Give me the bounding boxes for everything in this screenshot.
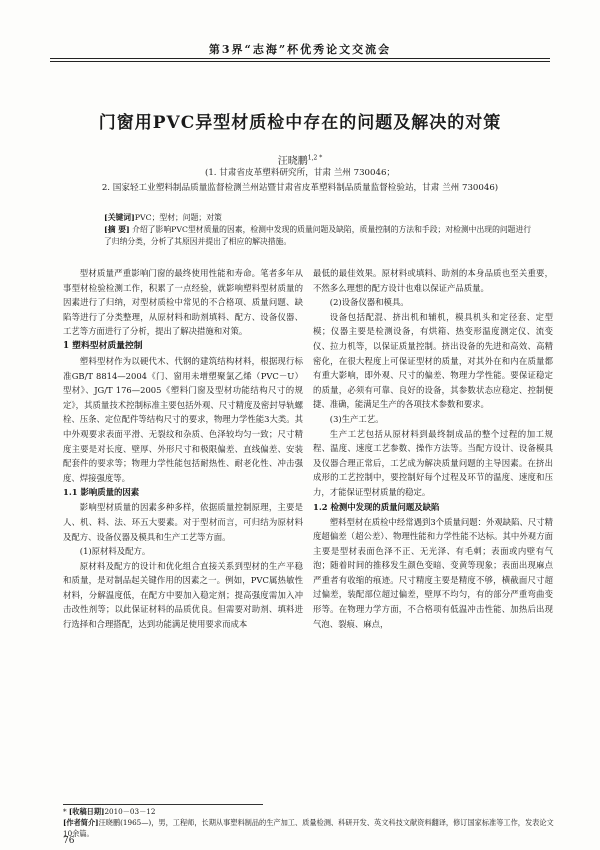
author-bio-label: [作者简介] <box>63 818 99 827</box>
header-rule-thick <box>50 58 550 59</box>
body-column-right <box>313 266 553 631</box>
received-label: [收稿日期] <box>68 807 105 816</box>
received-date: * [收稿日期]2010－03－12 <box>63 807 156 816</box>
body-column-left <box>63 266 303 632</box>
body-paragraph: 生产工艺包括从原材料到最终制成品的整个过程的加工规程、温度、速度工艺参数、操作方法等。当配方设计、设备模具及仪器合理正常后，工艺成为解决质量问题的主导因素。在挤出成形的工艺控制中，要控制好每个过程及环节的温度、速度和压力，才能保证型材质量的稳定。 <box>313 428 553 497</box>
body-paragraph: 最低的最佳效果。原材料或填料、助剂的本身品质也至关重要，不然多么理想的配方设计也难以保证产品质量。 <box>313 268 553 293</box>
keywords-text: PVC；型材；问题；对策 <box>134 213 222 222</box>
keywords-label: [关键词] <box>104 213 135 222</box>
article-title: 门窗用PVC异型材质检中存在的问题及解决的对策 <box>98 113 502 133</box>
received-value: 2010－03－12 <box>104 807 156 816</box>
abstract-label: [摘 要] <box>104 225 130 234</box>
footnote-rule <box>63 804 263 805</box>
affiliation-1: (1. 甘肃省皮革塑料研究所，甘肃 兰州 730046； <box>204 168 396 178</box>
body-paragraph: 原材料及配方的设计和优化组合直接关系到型材的生产平稳和质量，是对制品起关键作用的因素之一。例如，PVC属热敏性材料，分解温度低，在配方中要加入稳定剂；提高强度需加入冲击改性剂等；以此保证材料的品质优良。但需要对助剂、填料进行选择和合理搭配，达到功能满足使用要求而成本 <box>63 560 303 630</box>
body-paragraph: 塑料型材作为以硬代木、代钢的建筑结构材料，根据现行标准GB/T 8814—2004《门、窗用未增塑聚氯乙烯（PVC－U）型材》、JG/T 176—2005《塑料门窗及型材功能结构尺寸的规定》，其质量技术控制标准主要包括外观、尺寸精度及密封导轨螺栓、压条、定位配件等结构尺寸的要求，物理力学性能3大类。其中外观要求表面平滑、无裂纹和杂质、色泽较均匀一致；尺寸精度主要是对长度、壁厚、外形尺寸和极限偏差、直线偏差、安装配套件的要求等；物理力学性能包括耐热性、耐老化性、冲击强度、焊接强度等。 <box>63 355 303 483</box>
body-paragraph: (1)原材料及配方。 <box>79 546 151 557</box>
body-paragraph: 型材质量严重影响门窗的最终使用性能和寿命。笔者多年从事型材检验检测工作，积累了一点经验，就影响塑料型材质量的因素进行了归纳，对型材质检中常见的不合格项、质量问题、缺陷等进行了分类整理，从原材料和助剂填料、配方、设备仪器、工艺等方面进行了分析，提出了解决措施和对策。 <box>63 268 303 337</box>
abstract-text: 介绍了影响PVC型材质量的因素，检测中发现的质量问题及缺陷，质量控制的方法和手段；对检测中出现的问题进行了归纳分类，分析了其原因并提出了相应的解决措施。 <box>104 225 532 246</box>
article-author <box>0 152 600 167</box>
section-heading: 1 塑料型材质量控制 <box>63 340 143 351</box>
subsection-heading: 1.2 检测中发现的质量问题及缺陷 <box>313 501 440 512</box>
author-marks: 1,2 * <box>307 154 323 162</box>
body-paragraph: 设备包括配混、挤出机和辅机，模具机头和定径套、定型模；仪器主要是检测设备，有烘箱、热变形温度测定仪、流变仪、拉力机等，以保证质量控制。挤出设备的先进和高效、高精密化，在很大程度上可保证型材的质量，对其外在和内在质量都有重大影响，即外观、尺寸的偏差、物理力学性能。要保证稳定的质量，必须有可靠、良好的设备，其参数状态应稳定、控制便捷、准确，能满足生产的各项技术参数和要求。 <box>313 311 553 410</box>
author-name: 汪晓鹏 <box>277 156 308 167</box>
abstract-line <box>104 224 538 248</box>
body-paragraph: (3)生产工艺。 <box>329 413 384 424</box>
body-paragraph: (2)设备仪器和模具。 <box>329 297 409 308</box>
body-paragraph: 影响型材质量的因素多种多样，依据质量控制原理，主要是人、机、料、法、环五大要素。对于型材而言，可归结为原材料及配方、设备仪器及模具和生产工艺等方面。 <box>63 502 303 542</box>
header-rule-thin <box>50 61 550 62</box>
subsection-heading: 1.1 影响质量的因素 <box>63 487 140 498</box>
keywords-line <box>104 212 538 224</box>
author-bio <box>63 817 560 839</box>
author-bio-text: 汪晓鹏(1965—)，男，工程师，长期从事塑料制品的生产加工、质量检测、科研开发、英文科技文献资料翻译，修订国家标准等工作，发表论文10余篇。 <box>63 818 554 838</box>
keywords-abstract <box>104 212 538 248</box>
page-number: 76 <box>63 836 75 846</box>
affiliation-2: 2. 国家轻工业塑料制品质量监督检测兰州站暨甘肃省皮革塑料制品质量监督检验站，甘肃 兰州 730046) <box>101 183 499 193</box>
running-header: 第3界“志海”杯优秀论文交流会 <box>208 43 392 56</box>
footnotes <box>63 806 560 839</box>
body-paragraph: 塑料型材在质检中经常遇到3个质量问题：外观缺陷、尺寸精度超偏差（超公差）、物理性能和力学性能不达标。其中外观方面主要是型材表面色泽不正、无光泽、有毛刺；表面或内壁有气泡；随着时间的推移发生颜色变暗、变黄等现象；表面出现麻点严重者有收缩的痕迹。尺寸精度主要是精度不够，横截面尺寸超过偏差，装配部位超过偏差，壁厚不均匀，有的部分严重弯曲变形等。在物理力学方面，不合格项有低温冲击性能、加热后出现气泡、裂痕、麻点， <box>313 516 553 629</box>
